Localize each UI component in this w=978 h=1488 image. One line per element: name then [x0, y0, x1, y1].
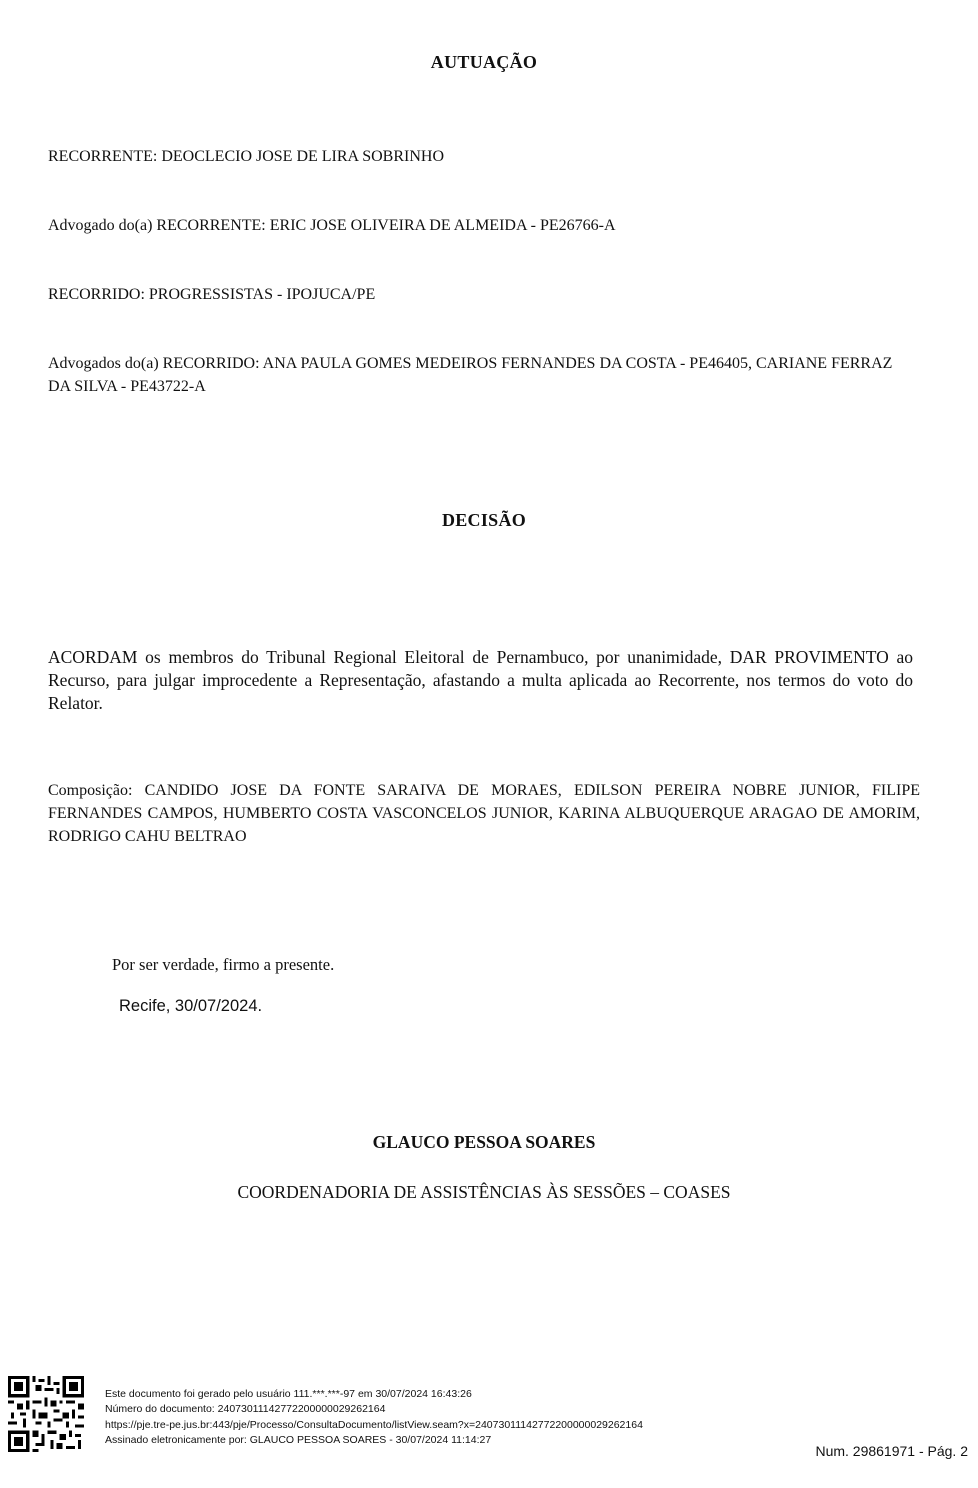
decisao-text: ACORDAM os membros do Tribunal Regional Eleitoral de Pernambuco, por unanimidade, DAR PROVIMENTO ao Recurso, para julgar improcedente a Representação, afastando a multa aplicada ao Recorrente, nos termos do voto do Relator.	[48, 647, 913, 713]
closing-statement: Por ser verdade, firmo a presente.	[112, 955, 335, 974]
qr-code-icon	[8, 1376, 84, 1452]
recorrente-line: RECORRENTE: DEOCLECIO JOSE DE LIRA SOBRINHO	[48, 148, 445, 165]
place-date: Recife, 30/07/2024.	[119, 997, 263, 1015]
composicao-text: Composição: CANDIDO JOSE DA FONTE SARAIVA DE MORAES, EDILSON PEREIRA NOBRE JUNIOR, FILIPE FERNANDES CAMPOS, HUMBERTO COSTA VASCONCELOS JUNIOR, KARINA ALBUQUERQUE ARAGAO DE AMORIM, RODRIGO CAHU BELTRAO	[48, 782, 920, 845]
autuacao-title: AUTUAÇÃO	[430, 52, 538, 72]
advogados-recorrido-line: Advogados do(a) RECORRIDO: ANA PAULA GOMES MEDEIROS FERNANDES DA COSTA - PE46405, CARIANE FERRAZ DA SILVA - PE43722-A	[48, 355, 893, 395]
footer-generated-by: Este documento foi gerado pelo usuário 111.***.***-97 em 30/07/2024 16:43:26	[105, 1388, 472, 1400]
decisao-title: DECISÃO	[441, 510, 527, 530]
footer-url[interactable]: https://pje.tre-pe.jus.br:443/pje/Processo/ConsultaDocumento/listView.seam?x=24073011142772200000029262164	[105, 1419, 643, 1431]
signer-name: GLAUCO PESSOA SOARES	[372, 1132, 596, 1152]
recorrido-line: RECORRIDO: PROGRESSISTAS - IPOJUCA/PE	[48, 286, 376, 303]
advogado-recorrente-line: Advogado do(a) RECORRENTE: ERIC JOSE OLIVEIRA DE ALMEIDA - PE26766-A	[48, 217, 616, 234]
footer-signed-by: Assinado eletronicamente por: GLAUCO PESSOA SOARES - 30/07/2024 11:14:27	[105, 1434, 492, 1446]
signer-department: COORDENADORIA DE ASSISTÊNCIAS ÀS SESSÕES – COASES	[237, 1182, 731, 1202]
page-number: Num. 29861971 - Pág. 2	[815, 1443, 968, 1459]
footer-document-number: Número do documento: 24073011142772200000029262164	[105, 1403, 386, 1415]
